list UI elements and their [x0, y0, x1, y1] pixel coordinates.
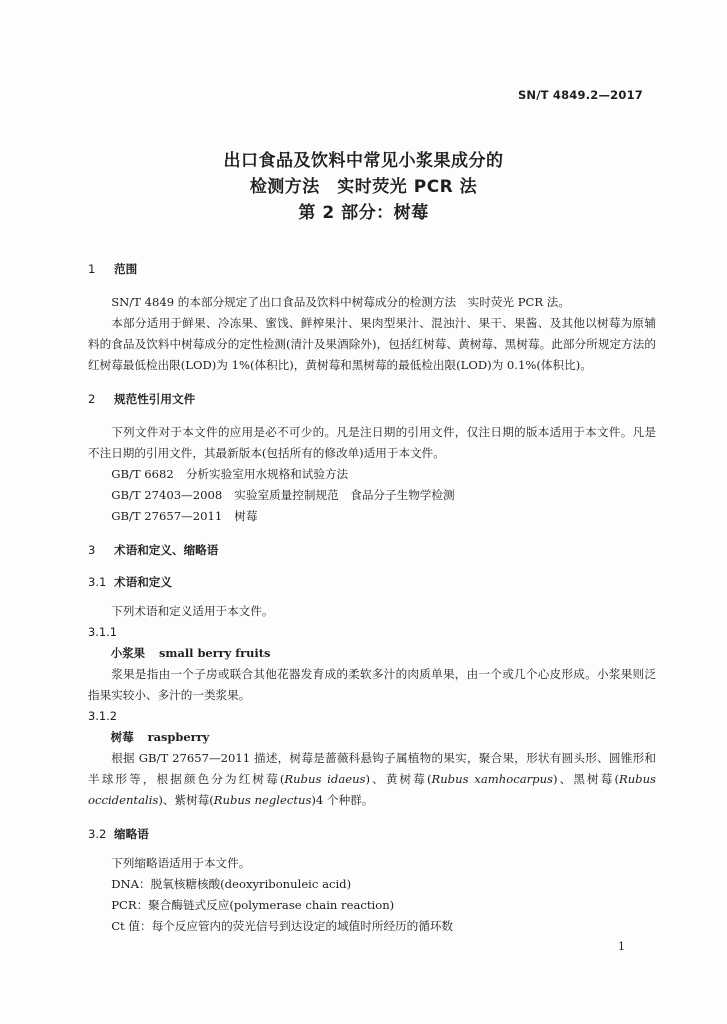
reference-title: 实验室质量控制规范 食品分子生物学检测: [234, 488, 455, 502]
definition-text: )、黄树莓(: [365, 772, 432, 786]
reference-code: GB/T 27657—2011: [111, 509, 223, 523]
section-1-heading: [88, 260, 656, 278]
term-heading: [88, 727, 656, 748]
title-line-1: 出口食品及饮料中常见小浆果成分的: [223, 151, 504, 171]
definition-text: )、紫树莓(: [158, 793, 214, 807]
section-number: 3: [88, 543, 96, 557]
definition-text: )4 个种群。: [311, 793, 374, 807]
reference-item: [88, 464, 656, 485]
section-2-paragraph: 下列文件对于本文件的应用是必不可少的。凡是注日期的引用文件，仅注日期的版本适用于本文件。凡是不注日期的引用文件，其最新版本(包括所有的修改单)适用于本文件。: [88, 425, 656, 460]
section-2-heading: [88, 390, 656, 408]
section-number: 1: [88, 262, 96, 276]
subsection-3-1-intro: 下列术语和定义适用于本文件。: [111, 604, 274, 618]
document-body: [88, 260, 656, 937]
definition-text: 根据 GB/T 27657—2011 描述，树莓是蔷薇科悬钩子属植物的果实，聚合果，形状有圆头形、圆锥形和半球形等，根据颜色分为红树莓(: [88, 751, 656, 786]
page-number: 1: [618, 940, 625, 953]
term-number: 3.1.2: [88, 709, 117, 723]
term-definition: 浆果是指由一个子房或联合其他花器发育成的柔软多汁的肉质单果，由一个或几个心皮形成。小浆果则泛指果实较小、多汁的一类浆果。: [88, 667, 656, 702]
section-1-paragraph-2: 本部分适用于鲜果、冷冻果、蜜饯、鲜榨果汁、果肉型果汁、混浊汁、果干、果酱、及其他以树莓为原辅料的食品及饮料中树莓成分的定性检测(清汁及果酒除外)，包括红树莓、黄树莓、黑树莓。此部分所规定方法的红树莓最低检出限(LOD)为 1%(体积比)，黄树莓和黑树莓的最低检出限(LOD)为 0.1%(体积比)。: [88, 316, 656, 372]
species-name: Rubus idaeus: [284, 772, 366, 786]
term-english: small berry fruits: [158, 646, 271, 660]
section-title: 规范性引用文件: [114, 392, 196, 406]
abbreviation-item: Ct 值：每个反应管内的荧光信号到达设定的域值时所经历的循环数: [111, 919, 454, 933]
abbreviation-item: DNA：脱氧核糖核酸(deoxyribonuleic acid): [111, 877, 352, 891]
reference-code: GB/T 27403—2008: [111, 488, 223, 502]
section-3-heading: [88, 541, 656, 559]
document-title: [0, 148, 727, 226]
section-1-paragraph-1: SN/T 4849 的本部分规定了出口食品及饮料中树莓成分的检测方法 实时荧光 PCR 法。: [111, 295, 570, 309]
term-heading: [88, 643, 656, 664]
subsection-3-1-heading: [88, 573, 656, 591]
section-number: 2: [88, 392, 96, 406]
species-name: Rubus occidentalis: [88, 772, 657, 807]
term-chinese: 树莓: [110, 730, 134, 744]
subsection-title: 缩略语: [114, 827, 149, 841]
title-line-2: 检测方法 实时荧光 PCR 法: [249, 177, 478, 197]
subsection-3-2-intro: 下列缩略语适用于本文件。: [111, 856, 251, 870]
subsection-title: 术语和定义: [114, 575, 172, 589]
subsection-number: 3.2: [88, 827, 107, 841]
section-title: 范围: [114, 262, 138, 276]
reference-code: GB/T 6682: [111, 467, 174, 481]
subsection-3-2-heading: [88, 825, 656, 843]
reference-title: 分析实验室用水规格和试验方法: [185, 467, 349, 481]
term-english: raspberry: [147, 730, 210, 744]
definition-text: )、黑树莓(: [553, 772, 619, 786]
term-number: 3.1.1: [88, 625, 117, 639]
reference-title: 树莓: [234, 509, 258, 523]
abbreviation-item: PCR：聚合酶链式反应(polymerase chain reaction): [111, 898, 395, 912]
title-line-3: 第 2 部分：树莓: [298, 203, 429, 223]
standard-code: SN/T 4849.2—2017: [517, 88, 643, 102]
species-name: Rubus neglectus: [213, 793, 312, 807]
reference-item: [88, 506, 656, 527]
term-definition: [88, 748, 656, 811]
term-chinese: 小浆果: [110, 646, 145, 660]
section-title: 术语和定义、缩略语: [114, 543, 219, 557]
subsection-number: 3.1: [88, 575, 107, 589]
reference-item: [88, 485, 656, 506]
species-name: Rubus xamhocarpus: [431, 772, 553, 786]
